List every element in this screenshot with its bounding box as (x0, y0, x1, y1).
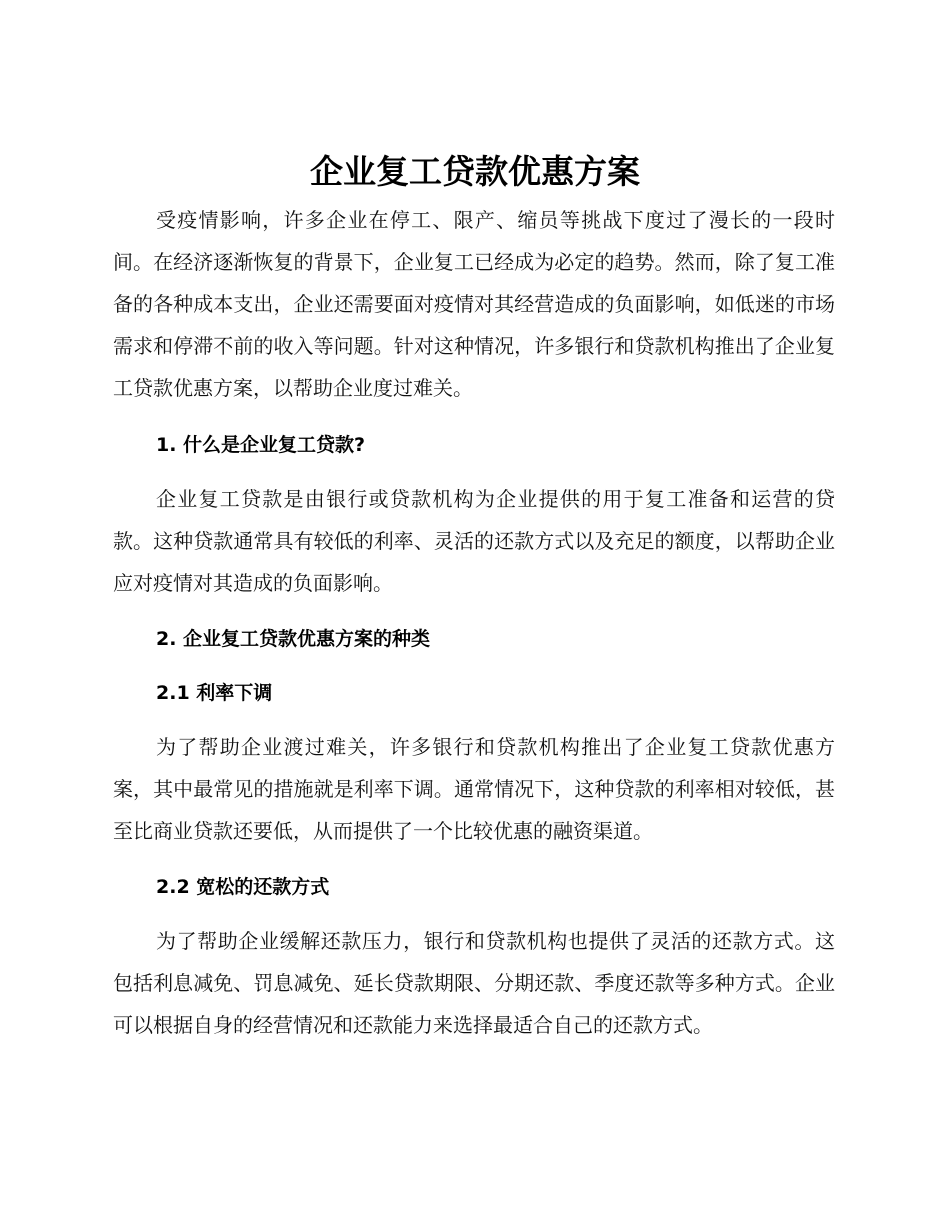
intro-paragraph: 受疫情影响，许多企业在停工、限产、缩员等挑战下度过了漫长的一段时间。在经济逐渐恢复的背景下，企业复工已经成为必定的趋势。然而，除了复工准备的各种成本支出，企业还需要面对疫情对其经营造成的负面影响，如低迷的市场需求和停滞不前的收入等问题。针对这种情况，许多银行和贷款机构推出了企业复工贷款优惠方案，以帮助企业度过难关。 (113, 208, 835, 400)
section-heading-2-1: 2.1 利率下调 (156, 682, 273, 704)
section-body-2-1: 为了帮助企业渡过难关，许多银行和贷款机构推出了企业复工贷款优惠方案，其中最常见的措施就是利率下调。通常情况下，这种贷款的利率相对较低，甚至比商业贷款还要低，从而提供了一个比较优惠的融资渠道。 (113, 735, 835, 843)
section-heading-2: 2. 企业复工贷款优惠方案的种类 (156, 628, 431, 650)
section-body-1: 企业复工贷款是由银行或贷款机构为企业提供的用于复工准备和运营的贷款。这种贷款通常具有较低的利率、灵活的还款方式以及充足的额度，以帮助企业应对疫情对其造成的负面影响。 (113, 487, 835, 595)
section-body-2-2: 为了帮助企业缓解还款压力，银行和贷款机构也提供了灵活的还款方式。这包括利息减免、罚息减免、延长贷款期限、分期还款、季度还款等多种方式。企业可以根据自身的经营情况和还款能力来选择最适合自己的还款方式。 (113, 929, 835, 1037)
section-heading-1: 1. 什么是企业复工贷款? (156, 434, 366, 456)
section-heading-2-2: 2.2 宽松的还款方式 (156, 876, 330, 898)
document-title: 企业复工贷款优惠方案 (310, 152, 640, 191)
